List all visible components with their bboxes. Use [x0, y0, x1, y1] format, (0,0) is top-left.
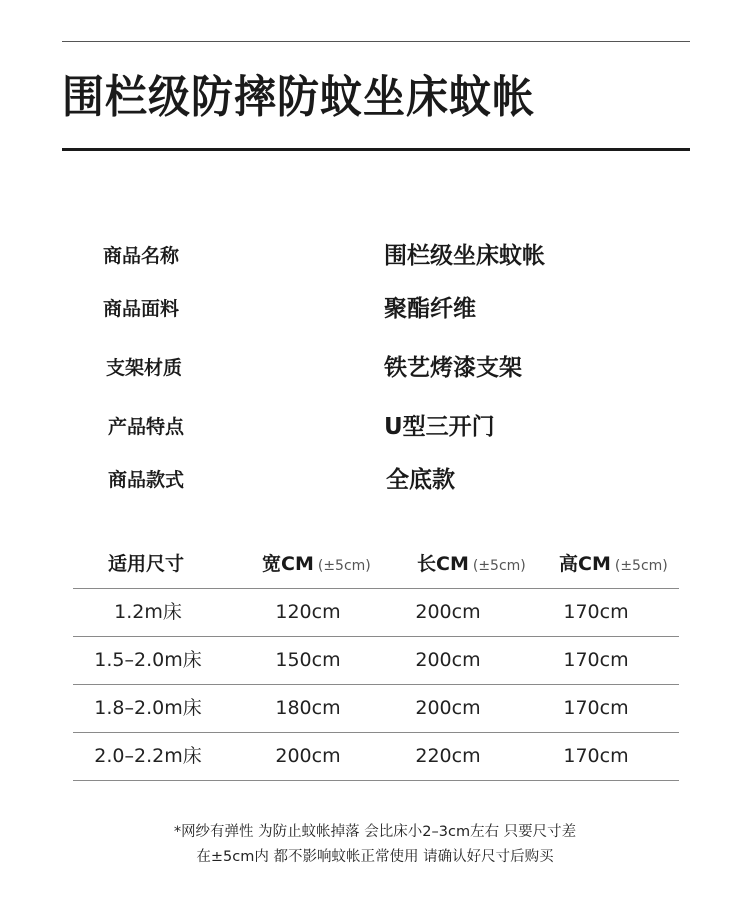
table-cell: 180cm — [275, 697, 341, 719]
table-row — [73, 684, 679, 732]
spec-label: 产品特点 — [108, 416, 185, 438]
spec-value: 围栏级坐床蚊帐 — [384, 243, 545, 269]
top-divider — [62, 41, 690, 42]
table-cell: 170cm — [563, 649, 629, 671]
spec-label: 商品面料 — [103, 298, 180, 320]
size-table — [73, 540, 679, 781]
table-cell: 200cm — [415, 697, 481, 719]
footnote-line-2: 在±5cm内 都不影响蚊帐正常使用 请确认好尺寸后购买 — [196, 849, 554, 865]
table-row — [73, 636, 679, 684]
table-cell: 170cm — [563, 745, 629, 767]
table-cell: 170cm — [563, 697, 629, 719]
tolerance-note: (±5cm) — [472, 558, 526, 574]
table-row — [73, 588, 679, 636]
table-cell: 170cm — [563, 601, 629, 623]
spec-row-fabric — [0, 289, 750, 329]
table-cell: 120cm — [275, 601, 341, 623]
spec-row-style — [0, 460, 750, 500]
table-cell: 200cm — [415, 649, 481, 671]
spec-label: 商品款式 — [108, 469, 185, 491]
column-header-length: 长CM (±5cm) — [417, 553, 526, 575]
table-cell: 200cm — [415, 601, 481, 623]
column-header-bed-size: 适用尺寸 — [108, 553, 185, 575]
size-table-header — [73, 540, 679, 588]
spec-value: 聚酯纤维 — [384, 296, 476, 322]
spec-value: 全底款 — [386, 467, 455, 493]
spec-value: 铁艺烤漆支架 — [384, 355, 522, 381]
tolerance-note: (±5cm) — [317, 558, 371, 574]
page-title: 围栏级防摔防蚊坐床蚊帐 — [62, 71, 536, 123]
column-header-width: 宽CM (±5cm) — [262, 553, 371, 575]
column-header-height: 高CM (±5cm) — [559, 553, 668, 575]
spec-row-name — [0, 236, 750, 276]
table-cell: 1.8–2.0m床 — [94, 697, 202, 719]
tolerance-note: (±5cm) — [614, 558, 668, 574]
spec-label: 支架材质 — [106, 357, 183, 379]
footnote-line-1: *网纱有弹性 为防止蚊帐掉落 会比床小2–3cm左右 只要尺寸差 — [173, 824, 577, 840]
table-cell: 1.5–2.0m床 — [94, 649, 202, 671]
table-cell: 200cm — [275, 745, 341, 767]
spec-value: U型三开门 — [384, 414, 495, 440]
spec-row-feature — [0, 407, 750, 447]
title-underline — [62, 148, 690, 151]
table-cell: 1.2m床 — [114, 601, 182, 623]
table-cell: 2.0–2.2m床 — [94, 745, 202, 767]
spec-label: 商品名称 — [103, 245, 180, 267]
table-cell: 150cm — [275, 649, 341, 671]
table-cell: 220cm — [415, 745, 481, 767]
table-row — [73, 732, 679, 781]
spec-row-frame — [0, 348, 750, 388]
